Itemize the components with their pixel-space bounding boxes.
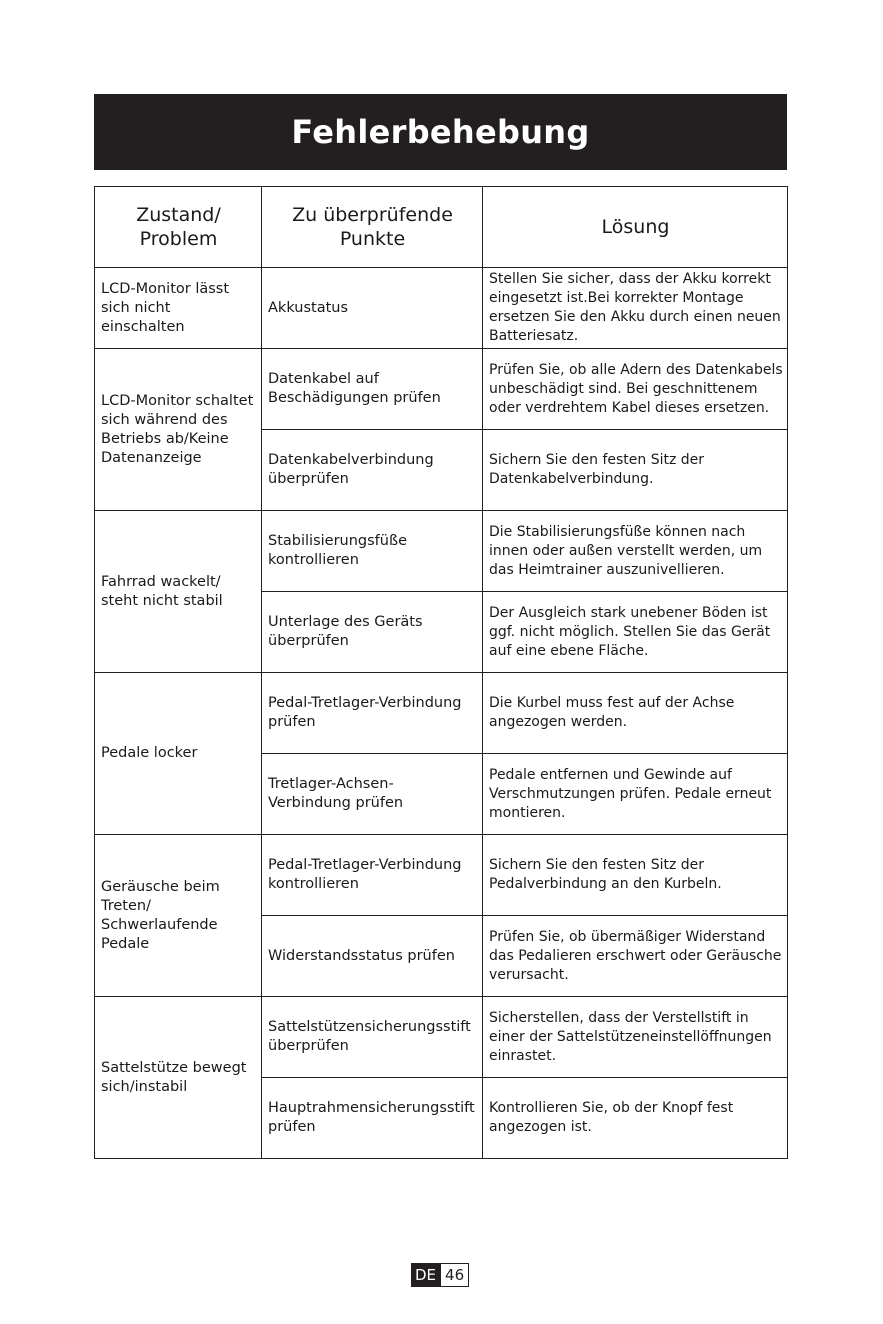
check-cell: Stabilisierungsfüße kontrollieren	[262, 511, 483, 592]
page-number: 46	[440, 1263, 469, 1287]
table-row	[95, 673, 788, 754]
check-cell: Datenkabel auf Beschädigungen prüfen	[262, 349, 483, 430]
header-problem-line-1: Zustand/	[136, 204, 221, 226]
problem-cell: Pedale locker	[95, 673, 262, 835]
check-cell: Pedal-Tretlager-Verbindung prüfen	[262, 673, 483, 754]
problem-cell: LCD-Monitor schaltet sich während des Betriebs ab/Keine Datenanzeige	[95, 349, 262, 511]
check-cell: Akkustatus	[262, 268, 483, 349]
solution-cell: Sichern Sie den festen Sitz der Datenkabelverbindung.	[483, 430, 788, 511]
header-check-line-2: Punkte	[339, 228, 406, 250]
solution-cell: Prüfen Sie, ob alle Adern des Datenkabels unbeschädigt sind. Bei geschnittenem oder verdrehtem Kabel dieses ersetzen.	[483, 349, 788, 430]
check-cell: Unterlage des Geräts überprüfen	[262, 592, 483, 673]
check-cell: Sattelstützensicherungsstift überprüfen	[262, 997, 483, 1078]
header-check-line-1: Zu überprüfende	[292, 204, 453, 226]
problem-cell: Fahrrad wackelt/ steht nicht stabil	[95, 511, 262, 673]
solution-cell: Die Stabilisierungsfüße können nach innen oder außen verstellt werden, um das Heimtrainer auszunivellieren.	[483, 511, 788, 592]
problem-cell: Geräusche beim Treten/ Schwerlaufende Pedale	[95, 835, 262, 997]
check-cell: Pedal-Tretlager-Verbindung kontrollieren	[262, 835, 483, 916]
check-cell: Widerstandsstatus prüfen	[262, 916, 483, 997]
solution-cell: Sichern Sie den festen Sitz der Pedalverbindung an den Kurbeln.	[483, 835, 788, 916]
solution-cell: Der Ausgleich stark unebener Böden ist ggf. nicht möglich. Stellen Sie das Gerät auf eine ebene Fläche.	[483, 592, 788, 673]
solution-cell: Prüfen Sie, ob übermäßiger Widerstand das Pedalieren erschwert oder Geräusche verursacht.	[483, 916, 788, 997]
table-row	[95, 511, 788, 592]
problem-cell: Sattelstütze bewegt sich/instabil	[95, 997, 262, 1159]
header-check	[262, 187, 483, 268]
language-code: DE	[411, 1263, 440, 1287]
page-title: Fehlerbehebung	[94, 94, 787, 170]
table-row	[95, 349, 788, 430]
solution-cell: Stellen Sie sicher, dass der Akku korrekt eingesetzt ist.Bei korrekter Montage ersetzen Sie den Akku durch einen neuen Batteriesatz.	[483, 268, 788, 349]
solution-cell: Kontrollieren Sie, ob der Knopf fest angezogen ist.	[483, 1078, 788, 1159]
table-row	[95, 997, 788, 1078]
check-cell: Datenkabelverbindung überprüfen	[262, 430, 483, 511]
header-problem-line-2: Problem	[139, 228, 218, 250]
table-header-row	[95, 187, 788, 268]
problem-cell: LCD-Monitor lässt sich nicht einschalten	[95, 268, 262, 349]
page-number-badge	[411, 1263, 469, 1287]
check-cell: Hauptrahmensicherungsstift prüfen	[262, 1078, 483, 1159]
troubleshooting-table	[94, 186, 788, 1159]
table-row	[95, 835, 788, 916]
header-solution: Lösung	[483, 187, 788, 268]
table-row	[95, 268, 788, 349]
header-problem	[95, 187, 262, 268]
solution-cell: Pedale entfernen und Gewinde auf Verschmutzungen prüfen. Pedale erneut montieren.	[483, 754, 788, 835]
check-cell: Tretlager-Achsen- Verbindung prüfen	[262, 754, 483, 835]
solution-cell: Die Kurbel muss fest auf der Achse angezogen werden.	[483, 673, 788, 754]
solution-cell: Sicherstellen, dass der Verstellstift in einer der Sattelstützeneinstellöffnungen einrastet.	[483, 997, 788, 1078]
